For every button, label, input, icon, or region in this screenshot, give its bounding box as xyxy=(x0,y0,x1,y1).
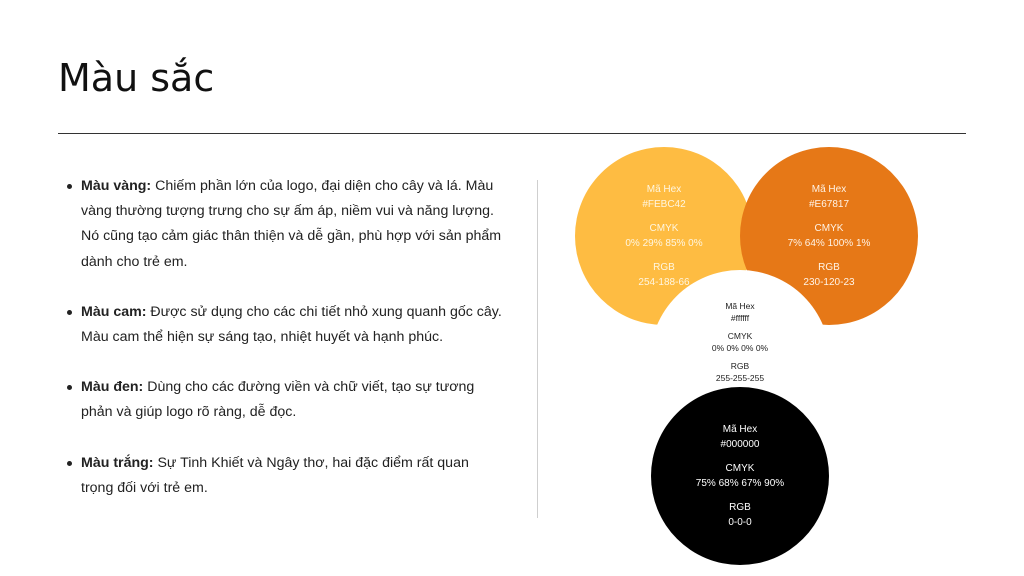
cmyk-value: 7% 64% 100% 1% xyxy=(787,238,871,249)
cmyk-value: 75% 68% 67% 90% xyxy=(695,478,785,489)
list-item-yellow xyxy=(64,174,504,275)
page-title: Màu sắc xyxy=(58,56,215,100)
hex-value: #E67817 xyxy=(808,199,850,210)
rgb-value: 254-188-66 xyxy=(638,277,690,288)
bullet-label: Màu cam: xyxy=(81,303,147,320)
cmyk-label: CMYK xyxy=(649,223,679,234)
rgb-value: 255-255-255 xyxy=(715,373,765,383)
hex-label: Mã Hex xyxy=(722,424,758,435)
swatch-black xyxy=(651,387,829,565)
hex-value: #FEBC42 xyxy=(642,199,686,210)
bullet-text: Sự Tinh Khiết và Ngây thơ, hai đặc điểm rất quan trọng đối với trẻ em. xyxy=(81,454,469,496)
hex-value: #ffffff xyxy=(730,313,750,323)
cmyk-value: 0% 29% 85% 0% xyxy=(625,238,703,249)
title-divider xyxy=(58,133,966,134)
list-item-orange xyxy=(64,300,504,350)
vertical-divider xyxy=(537,180,538,518)
hex-value: #000000 xyxy=(720,439,760,450)
hex-label: Mã Hex xyxy=(811,184,847,195)
hex-label: Mã Hex xyxy=(646,184,682,195)
cmyk-label: CMYK xyxy=(725,463,755,474)
rgb-label: RGB xyxy=(818,262,840,273)
bullet-text: Được sử dụng cho các chi tiết nhỏ xung quanh gốc cây. Màu cam thể hiện sự sáng tạo, nhiệt huyết và hạnh phúc. xyxy=(81,303,502,346)
bullet-text: Chiếm phần lớn của logo, đại diện cho cây và lá. Màu vàng thường tượng trưng cho sự ấm áp, niềm vui và năng lượng. Nó cũng tạo cảm giác thân thiện và dễ gần, phù hợp với sản phẩm dành cho trẻ em. xyxy=(81,178,502,270)
hex-label: Mã Hex xyxy=(725,301,755,311)
cmyk-value: 0% 0% 0% 0% xyxy=(711,343,769,353)
list-item-white xyxy=(64,451,504,501)
rgb-value: 0-0-0 xyxy=(728,517,752,528)
rgb-label: RGB xyxy=(729,502,751,513)
bullet-label: Màu vàng: xyxy=(81,178,152,194)
bullet-label: Màu đen: xyxy=(81,379,144,396)
rgb-value: 230-120-23 xyxy=(803,277,855,288)
list-item-black xyxy=(64,375,504,425)
bullet-text: Dùng cho các đường viền và chữ viết, tạo sự tương phản và giúp logo rõ ràng, dễ đọc. xyxy=(81,379,475,421)
rgb-label: RGB xyxy=(730,361,750,371)
rgb-label: RGB xyxy=(653,262,675,273)
cmyk-label: CMYK xyxy=(814,223,844,234)
color-description-list xyxy=(64,174,504,526)
cmyk-label: CMYK xyxy=(727,331,753,341)
bullet-label: Màu trắng: xyxy=(81,454,154,471)
